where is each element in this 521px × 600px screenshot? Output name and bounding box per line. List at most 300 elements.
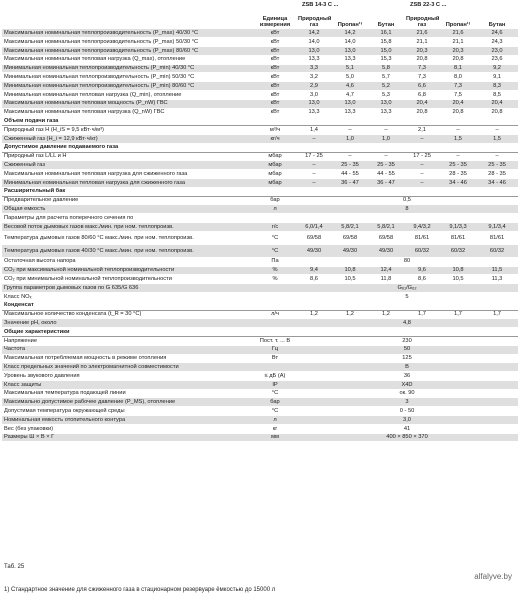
row-value: 60/32 — [440, 244, 476, 257]
row-unit: кВт — [254, 47, 296, 56]
row-value: 1,2 — [332, 310, 368, 319]
row-value: 5,8 — [368, 64, 404, 73]
table-row — [2, 310, 518, 319]
row-value: 2,1 — [404, 126, 440, 135]
table-row — [2, 257, 518, 266]
row-value — [476, 214, 518, 223]
table-row — [2, 292, 518, 301]
row-value: 7,3 — [440, 82, 476, 91]
table-row — [2, 47, 518, 56]
row-value — [404, 214, 440, 223]
row-value: – — [440, 126, 476, 135]
row-value — [404, 143, 440, 152]
butane-header-b: Бутан — [476, 9, 518, 29]
row-label: Максимальная потребляемая мощность в режиме отопления — [2, 354, 254, 363]
row-value — [332, 328, 368, 337]
row-value: 17 - 25 — [296, 152, 332, 161]
row-value: 7,3 — [404, 73, 440, 82]
row-value: 1,2 — [368, 310, 404, 319]
row-value: 15,0 — [368, 47, 404, 56]
row-label: Класс предельных значений по электромагнитной совместимости — [2, 363, 254, 372]
row-value: – — [296, 134, 332, 143]
row-label: Температура дымовых газов 40/30 °C макс./мин. при ном. теплопроизв. — [2, 244, 254, 257]
row-value: 15,3 — [368, 55, 404, 64]
row-value: 10,8 — [332, 266, 368, 275]
row-label: Вес (без упаковки) — [2, 424, 254, 433]
row-value — [368, 328, 404, 337]
row-value: 17 - 25 — [404, 152, 440, 161]
row-label: Максимальная номинальная тепловая нагрузка для сжиженного газа — [2, 170, 254, 179]
row-label: Природный газ L/LL и H — [2, 152, 254, 161]
row-value: 5,3 — [368, 90, 404, 99]
row-label: Общая емкость — [2, 205, 254, 214]
row-value — [368, 187, 404, 196]
spec-table — [2, 2, 518, 442]
row-value: – — [332, 126, 368, 135]
row-value: 69/58 — [332, 231, 368, 244]
table-row — [2, 205, 518, 214]
propane-header-b: Пропан¹⁾ — [440, 9, 476, 29]
row-unit: °C — [254, 244, 296, 257]
row-value: 11,8 — [368, 275, 404, 284]
row-value — [368, 117, 404, 126]
table-row — [2, 126, 518, 135]
row-label: Допустимая температура окружающей среды — [2, 407, 254, 416]
row-value — [476, 187, 518, 196]
row-value-common: 400 × 850 × 370 — [296, 433, 518, 442]
table-header-models — [2, 2, 518, 9]
row-value: 9,1 — [476, 73, 518, 82]
row-value: 13,0 — [296, 99, 332, 108]
table-header-columns — [2, 9, 518, 29]
table-row — [2, 398, 518, 407]
row-value: 25 - 35 — [476, 161, 518, 170]
row-label: Максимально допустимое рабочее давление (P_MS), отопление — [2, 398, 254, 407]
row-value: 5,1 — [332, 64, 368, 73]
section-header-row — [2, 187, 518, 196]
row-value — [476, 328, 518, 337]
row-unit — [254, 117, 296, 126]
row-value: 5,8/2,1 — [332, 222, 368, 231]
row-label: Максимальная номинальная тепловая мощность (P_nW) ГВС — [2, 99, 254, 108]
row-label: CO₂ при минимальной номинальной теплопроизводительности — [2, 275, 254, 284]
row-value — [404, 301, 440, 310]
row-value: 5,0 — [332, 73, 368, 82]
table-row — [2, 363, 518, 372]
row-label: Группа параметров дымовых газов по G 635/G 636 — [2, 284, 254, 293]
row-label: Максимальная номинальная теплопроизводительность (P_max) 50/30 °C — [2, 38, 254, 47]
row-unit: г/с — [254, 222, 296, 231]
row-value: – — [296, 178, 332, 187]
table-row — [2, 38, 518, 47]
row-value: 14,2 — [296, 29, 332, 38]
row-value: 16,1 — [368, 29, 404, 38]
row-label: Максимальная номинальная тепловая нагрузка (Q_nW) ГВС — [2, 108, 254, 117]
row-value-common: 230 — [296, 336, 518, 345]
row-label: Уровень звукового давления — [2, 372, 254, 381]
row-value: 1,0 — [332, 134, 368, 143]
row-value: – — [404, 134, 440, 143]
row-value — [440, 328, 476, 337]
table-row — [2, 29, 518, 38]
row-value: 69/58 — [368, 231, 404, 244]
table-row — [2, 108, 518, 117]
row-label: Конденсат — [2, 301, 254, 310]
row-unit: кВт — [254, 73, 296, 82]
row-label: Сжиженный газ — [2, 161, 254, 170]
model-b-header: ZSB 22-3 C ... — [404, 2, 518, 9]
row-unit: мбар — [254, 161, 296, 170]
row-value — [332, 301, 368, 310]
row-value: 7,3 — [404, 64, 440, 73]
row-value: 20,8 — [440, 108, 476, 117]
row-value: 60/32 — [476, 244, 518, 257]
row-value: 20,4 — [440, 99, 476, 108]
row-value: 49/30 — [368, 244, 404, 257]
row-label: Допустимое давление подаваемого газа — [2, 143, 254, 152]
row-value — [476, 117, 518, 126]
row-label: Максимальная номинальная тепловая нагрузка (Q_max), отопление — [2, 55, 254, 64]
table-row — [2, 214, 518, 223]
row-value: 10,8 — [440, 266, 476, 275]
row-value — [296, 214, 332, 223]
row-value: 28 - 35 — [476, 170, 518, 179]
row-value: – — [368, 126, 404, 135]
row-value: 5,7 — [368, 73, 404, 82]
row-unit: мбар — [254, 170, 296, 179]
row-value: 13,3 — [332, 108, 368, 117]
row-value: 1,2 — [296, 310, 332, 319]
row-unit: °C — [254, 389, 296, 398]
table-row — [2, 134, 518, 143]
row-value: 8,6 — [404, 275, 440, 284]
row-unit: кВт — [254, 99, 296, 108]
table-row — [2, 178, 518, 187]
row-value — [296, 143, 332, 152]
row-value: 1,5 — [476, 134, 518, 143]
row-value: 8,1 — [440, 64, 476, 73]
row-value: 14,0 — [296, 38, 332, 47]
row-value-common: 0,5 — [296, 196, 518, 205]
row-unit: бар — [254, 398, 296, 407]
row-unit: % — [254, 266, 296, 275]
row-unit: Гц — [254, 345, 296, 354]
row-value — [440, 117, 476, 126]
row-value: 21,1 — [404, 38, 440, 47]
row-unit: ≤ дБ (A) — [254, 372, 296, 381]
row-label: Номинальная емкость отопительного контура — [2, 416, 254, 425]
row-value: 60/32 — [404, 244, 440, 257]
row-unit — [254, 284, 296, 293]
row-value-common: 50 — [296, 345, 518, 354]
row-value-common: B — [296, 363, 518, 372]
row-value: 36 - 47 — [368, 178, 404, 187]
row-value: 2,9 — [296, 82, 332, 91]
row-unit: °C — [254, 407, 296, 416]
row-unit: мм — [254, 433, 296, 442]
row-value — [332, 143, 368, 152]
row-unit: кВт — [254, 29, 296, 38]
table-row — [2, 222, 518, 231]
row-unit — [254, 292, 296, 301]
row-value-common: G₆₁/G₆₂ — [296, 284, 518, 293]
row-value: – — [476, 126, 518, 135]
row-label: Частота — [2, 345, 254, 354]
butane-header-a: Бутан — [368, 9, 404, 29]
row-value — [332, 187, 368, 196]
row-value: 14,2 — [332, 29, 368, 38]
row-value: 8,3 — [476, 82, 518, 91]
row-unit: IP — [254, 380, 296, 389]
row-unit: л — [254, 205, 296, 214]
row-value — [440, 187, 476, 196]
row-unit: кг/ч — [254, 134, 296, 143]
row-label: Минимальная номинальная теплопроизводительность (P_min) 50/30 °C — [2, 73, 254, 82]
row-value — [440, 143, 476, 152]
row-value: 13,0 — [332, 99, 368, 108]
row-value: 28 - 35 — [440, 170, 476, 179]
table-row — [2, 99, 518, 108]
row-unit — [254, 187, 296, 196]
row-value: – — [404, 161, 440, 170]
row-label: Класс защиты — [2, 380, 254, 389]
row-value — [296, 187, 332, 196]
row-value: 20,8 — [440, 55, 476, 64]
row-unit — [254, 301, 296, 310]
table-row — [2, 152, 518, 161]
row-value: 1,5 — [440, 134, 476, 143]
table-row — [2, 380, 518, 389]
row-unit: Па — [254, 257, 296, 266]
row-unit — [254, 363, 296, 372]
row-value: 25 - 35 — [368, 161, 404, 170]
row-unit — [254, 328, 296, 337]
row-value: 25 - 35 — [440, 161, 476, 170]
row-value: – — [332, 152, 368, 161]
row-value: 9,6 — [404, 266, 440, 275]
row-value-common: 5 — [296, 292, 518, 301]
table-row — [2, 389, 518, 398]
row-value: 21,6 — [440, 29, 476, 38]
row-value: 36 - 47 — [332, 178, 368, 187]
row-value: 1,7 — [404, 310, 440, 319]
row-unit: кВт — [254, 55, 296, 64]
row-value — [296, 117, 332, 126]
row-value: 11,5 — [476, 266, 518, 275]
row-value: 9,1/3,3 — [440, 222, 476, 231]
row-value — [476, 301, 518, 310]
row-value: 81/61 — [440, 231, 476, 244]
row-value: 7,5 — [440, 90, 476, 99]
row-value: 49/30 — [296, 244, 332, 257]
row-label: Расширительный бак — [2, 187, 254, 196]
row-value — [404, 117, 440, 126]
row-value — [404, 328, 440, 337]
table-row — [2, 82, 518, 91]
section-header-row — [2, 328, 518, 337]
row-value: 20,3 — [404, 47, 440, 56]
row-label: Сжиженный газ (H_i = 12,9 кВт·ч/кг) — [2, 134, 254, 143]
table-row — [2, 55, 518, 64]
row-label: Минимальная номинальная теплопроизводительность (P_min) 80/60 °C — [2, 82, 254, 91]
row-value-common: ок. 90 — [296, 389, 518, 398]
table-row — [2, 345, 518, 354]
row-value: 5,8/2,1 — [368, 222, 404, 231]
row-value: 1,0 — [368, 134, 404, 143]
footnote: 1) Стандартное значение для сжиженного газа в стационарном резервуаре ёмкостью до 15000 л — [4, 587, 276, 593]
row-value-common: 4,8 — [296, 319, 518, 328]
row-value: 3,2 — [296, 73, 332, 82]
row-unit — [254, 143, 296, 152]
row-value: 14,0 — [332, 38, 368, 47]
row-unit: кВт — [254, 108, 296, 117]
row-value: 23,6 — [476, 55, 518, 64]
row-value: 12,4 — [368, 266, 404, 275]
row-value-common: 8 — [296, 205, 518, 214]
table-row — [2, 407, 518, 416]
row-unit: м³/ч — [254, 126, 296, 135]
row-value — [368, 214, 404, 223]
row-label: Класс NOₓ — [2, 292, 254, 301]
table-row — [2, 416, 518, 425]
row-value: 10,5 — [440, 275, 476, 284]
row-value — [296, 328, 332, 337]
row-value — [368, 301, 404, 310]
model-a-header: ZSB 14-3 C ... — [296, 2, 404, 9]
unit-column-header: Единица измерения — [254, 9, 296, 29]
row-value: 20,8 — [476, 108, 518, 117]
row-unit: мбар — [254, 178, 296, 187]
row-value: – — [404, 170, 440, 179]
row-label: Минимальная номинальная тепловая нагрузка для сжиженного газа — [2, 178, 254, 187]
table-row — [2, 161, 518, 170]
row-label: Напряжение — [2, 336, 254, 345]
row-unit — [254, 319, 296, 328]
row-unit: л/ч — [254, 310, 296, 319]
row-value: 13,3 — [332, 55, 368, 64]
row-label: Предварительное давление — [2, 196, 254, 205]
table-row — [2, 354, 518, 363]
row-value: 1,7 — [476, 310, 518, 319]
row-value: 81/61 — [404, 231, 440, 244]
row-value-common: 3,0 — [296, 416, 518, 425]
row-value: 20,4 — [476, 99, 518, 108]
table-row — [2, 284, 518, 293]
row-value: 8,5 — [476, 90, 518, 99]
row-value: 34 - 46 — [440, 178, 476, 187]
row-label: Максимальная номинальная теплопроизводительность (P_max) 80/60 °C — [2, 47, 254, 56]
row-value: 9,4/3,2 — [404, 222, 440, 231]
row-unit: бар — [254, 196, 296, 205]
row-label: Весовой поток дымовых газов макс./мин. при ном. теплопроизв. — [2, 222, 254, 231]
row-value: 13,0 — [296, 47, 332, 56]
row-value: 69/58 — [296, 231, 332, 244]
row-label: Максимальное количество конденсата (t_R = 30 °C) — [2, 310, 254, 319]
row-label: Природный газ H (H_iS = 9,5 кВт·ч/м³) — [2, 126, 254, 135]
row-value: 25 - 35 — [332, 161, 368, 170]
row-value: 13,3 — [296, 108, 332, 117]
row-label: Объем подачи газа — [2, 117, 254, 126]
table-row — [2, 336, 518, 345]
row-value: 20,4 — [404, 99, 440, 108]
row-value: 4,6 — [332, 82, 368, 91]
row-label: Остаточная высота напора — [2, 257, 254, 266]
row-value: 9,2 — [476, 64, 518, 73]
row-value: 13,0 — [368, 99, 404, 108]
table-row — [2, 266, 518, 275]
row-unit: кг — [254, 424, 296, 433]
row-unit: % — [254, 275, 296, 284]
table-row — [2, 196, 518, 205]
row-label: Параметры для расчета поперечного сечения по — [2, 214, 254, 223]
row-value: – — [368, 152, 404, 161]
row-value: 20,8 — [404, 108, 440, 117]
table-row — [2, 275, 518, 284]
row-value: 1,7 — [440, 310, 476, 319]
row-value: 23,0 — [476, 47, 518, 56]
row-value — [296, 301, 332, 310]
row-value: 10,5 — [332, 275, 368, 284]
row-value: 34 - 46 — [476, 178, 518, 187]
row-label: CO₂ при максимальной номинальной теплопроизводительности — [2, 266, 254, 275]
watermark: alfalyve.by — [474, 572, 512, 581]
row-value: 24,3 — [476, 38, 518, 47]
row-value: 21,1 — [440, 38, 476, 47]
table-number: Таб. 25 — [4, 564, 25, 570]
table-row — [2, 73, 518, 82]
row-value: 9,4 — [296, 266, 332, 275]
natural-gas-header-a: Природный газ — [296, 9, 332, 29]
row-label: Значение pH, около — [2, 319, 254, 328]
row-value: 49/30 — [332, 244, 368, 257]
row-label: Общие характеристики — [2, 328, 254, 337]
row-value — [332, 214, 368, 223]
row-value: 20,8 — [404, 55, 440, 64]
row-label: Максимальная номинальная теплопроизводительность (P_max) 40/30 °C — [2, 29, 254, 38]
row-value: 6,8 — [404, 90, 440, 99]
row-unit: мбар — [254, 152, 296, 161]
row-value-common: X4D — [296, 380, 518, 389]
row-value-common: 41 — [296, 424, 518, 433]
row-value: 3,3 — [296, 64, 332, 73]
row-unit — [254, 214, 296, 223]
natural-gas-header-b: Природный газ — [404, 9, 440, 29]
row-unit: кВт — [254, 64, 296, 73]
row-value — [440, 214, 476, 223]
section-header-row — [2, 143, 518, 152]
row-value: 24,6 — [476, 29, 518, 38]
row-value: – — [404, 178, 440, 187]
row-value: 6,0/1,4 — [296, 222, 332, 231]
row-value: 15,8 — [368, 38, 404, 47]
row-unit: Пост. т. ... В — [254, 336, 296, 345]
propane-header-a: Пропан¹⁾ — [332, 9, 368, 29]
row-unit: кВт — [254, 90, 296, 99]
row-value: 13,3 — [296, 55, 332, 64]
table-row — [2, 319, 518, 328]
row-value: 5,2 — [368, 82, 404, 91]
row-value: – — [296, 170, 332, 179]
row-value — [440, 301, 476, 310]
row-label: Размеры Ш × В × Г — [2, 433, 254, 442]
row-value-common: 80 — [296, 257, 518, 266]
table-row — [2, 90, 518, 99]
table-row — [2, 244, 518, 257]
row-value — [404, 187, 440, 196]
table-row — [2, 64, 518, 73]
row-value-common: 125 — [296, 354, 518, 363]
row-unit: °C — [254, 231, 296, 244]
